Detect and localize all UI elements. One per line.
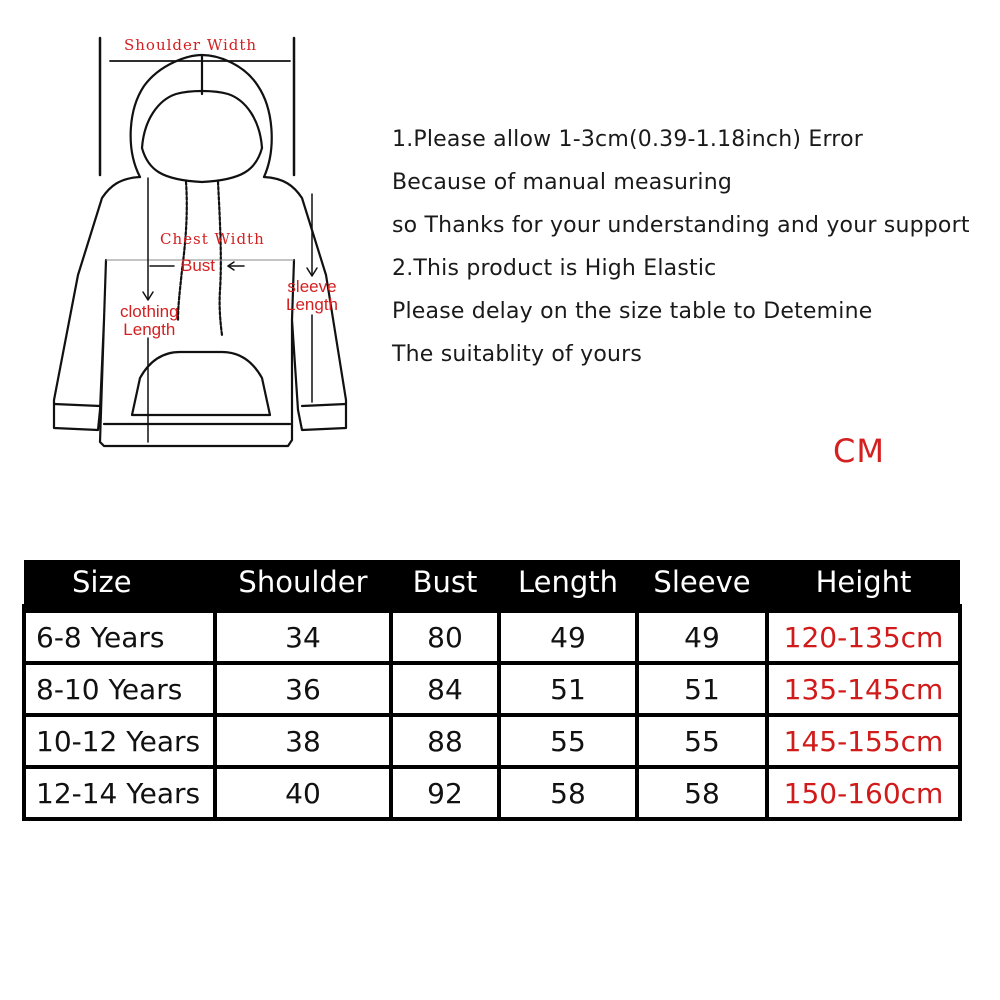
- header-size: Size: [24, 560, 215, 609]
- length-cell: 58: [499, 767, 637, 819]
- bust-label: Bust: [181, 256, 216, 275]
- height-cell: 150-160cm: [767, 767, 960, 819]
- size-cell: 12-14 Years: [24, 767, 215, 819]
- clothing-length-label: [120, 303, 179, 339]
- table-row: [24, 663, 960, 715]
- unit-label: CM: [833, 432, 885, 470]
- length-cell: 49: [499, 609, 637, 664]
- table-header-row: [24, 560, 960, 609]
- size-cell: 8-10 Years: [24, 663, 215, 715]
- header-shoulder: Shoulder: [215, 560, 391, 609]
- size-cell: 6-8 Years: [24, 609, 215, 664]
- sleeve-cell: 51: [637, 663, 767, 715]
- bust-cell: 84: [391, 663, 499, 715]
- height-cell: 135-145cm: [767, 663, 960, 715]
- note-line: 2.This product is High Elastic: [392, 256, 717, 281]
- note-line: The suitablity of yours: [392, 342, 643, 367]
- sleeve-cell: 49: [637, 609, 767, 664]
- length-cell: 51: [499, 663, 637, 715]
- table-row: [24, 767, 960, 819]
- sleeve-cell: 58: [637, 767, 767, 819]
- note-line: so Thanks for your understanding and your support: [392, 213, 970, 238]
- size-table: [22, 560, 962, 821]
- measurement-notes: [392, 122, 992, 380]
- bust-cell: 80: [391, 609, 499, 664]
- bust-cell: 88: [391, 715, 499, 767]
- size-cell: 10-12 Years: [24, 715, 215, 767]
- sleeve-length-line1: sleeve: [287, 277, 337, 296]
- sleeve-length-label: [286, 278, 338, 314]
- height-cell: 145-155cm: [767, 715, 960, 767]
- chest-width-label: Chest Width: [160, 230, 265, 248]
- shoulder-cell: 36: [215, 663, 391, 715]
- table-row: [24, 715, 960, 767]
- header-length: Length: [499, 560, 637, 609]
- note-line: 1.Please allow 1-3cm(0.39-1.18inch) Error: [392, 127, 863, 152]
- sleeve-length-line2: Length: [286, 294, 338, 314]
- clothing-length-line2: Length: [123, 319, 176, 339]
- shoulder-cell: 34: [215, 609, 391, 664]
- height-cell: 120-135cm: [767, 609, 960, 664]
- note-line: Please delay on the size table to Detemine: [392, 299, 873, 324]
- shoulder-cell: 40: [215, 767, 391, 819]
- shoulder-cell: 38: [215, 715, 391, 767]
- note-line: Because of manual measuring: [392, 170, 733, 195]
- hoodie-measurement-diagram: [40, 30, 360, 450]
- table-row: [24, 609, 960, 664]
- header-height: Height: [767, 560, 960, 609]
- header-bust: Bust: [391, 560, 499, 609]
- bust-cell: 92: [391, 767, 499, 819]
- header-sleeve: Sleeve: [637, 560, 767, 609]
- length-cell: 55: [499, 715, 637, 767]
- clothing-length-line1: clothing: [120, 302, 179, 321]
- shoulder-width-label: Shoulder Width: [124, 36, 258, 54]
- sleeve-cell: 55: [637, 715, 767, 767]
